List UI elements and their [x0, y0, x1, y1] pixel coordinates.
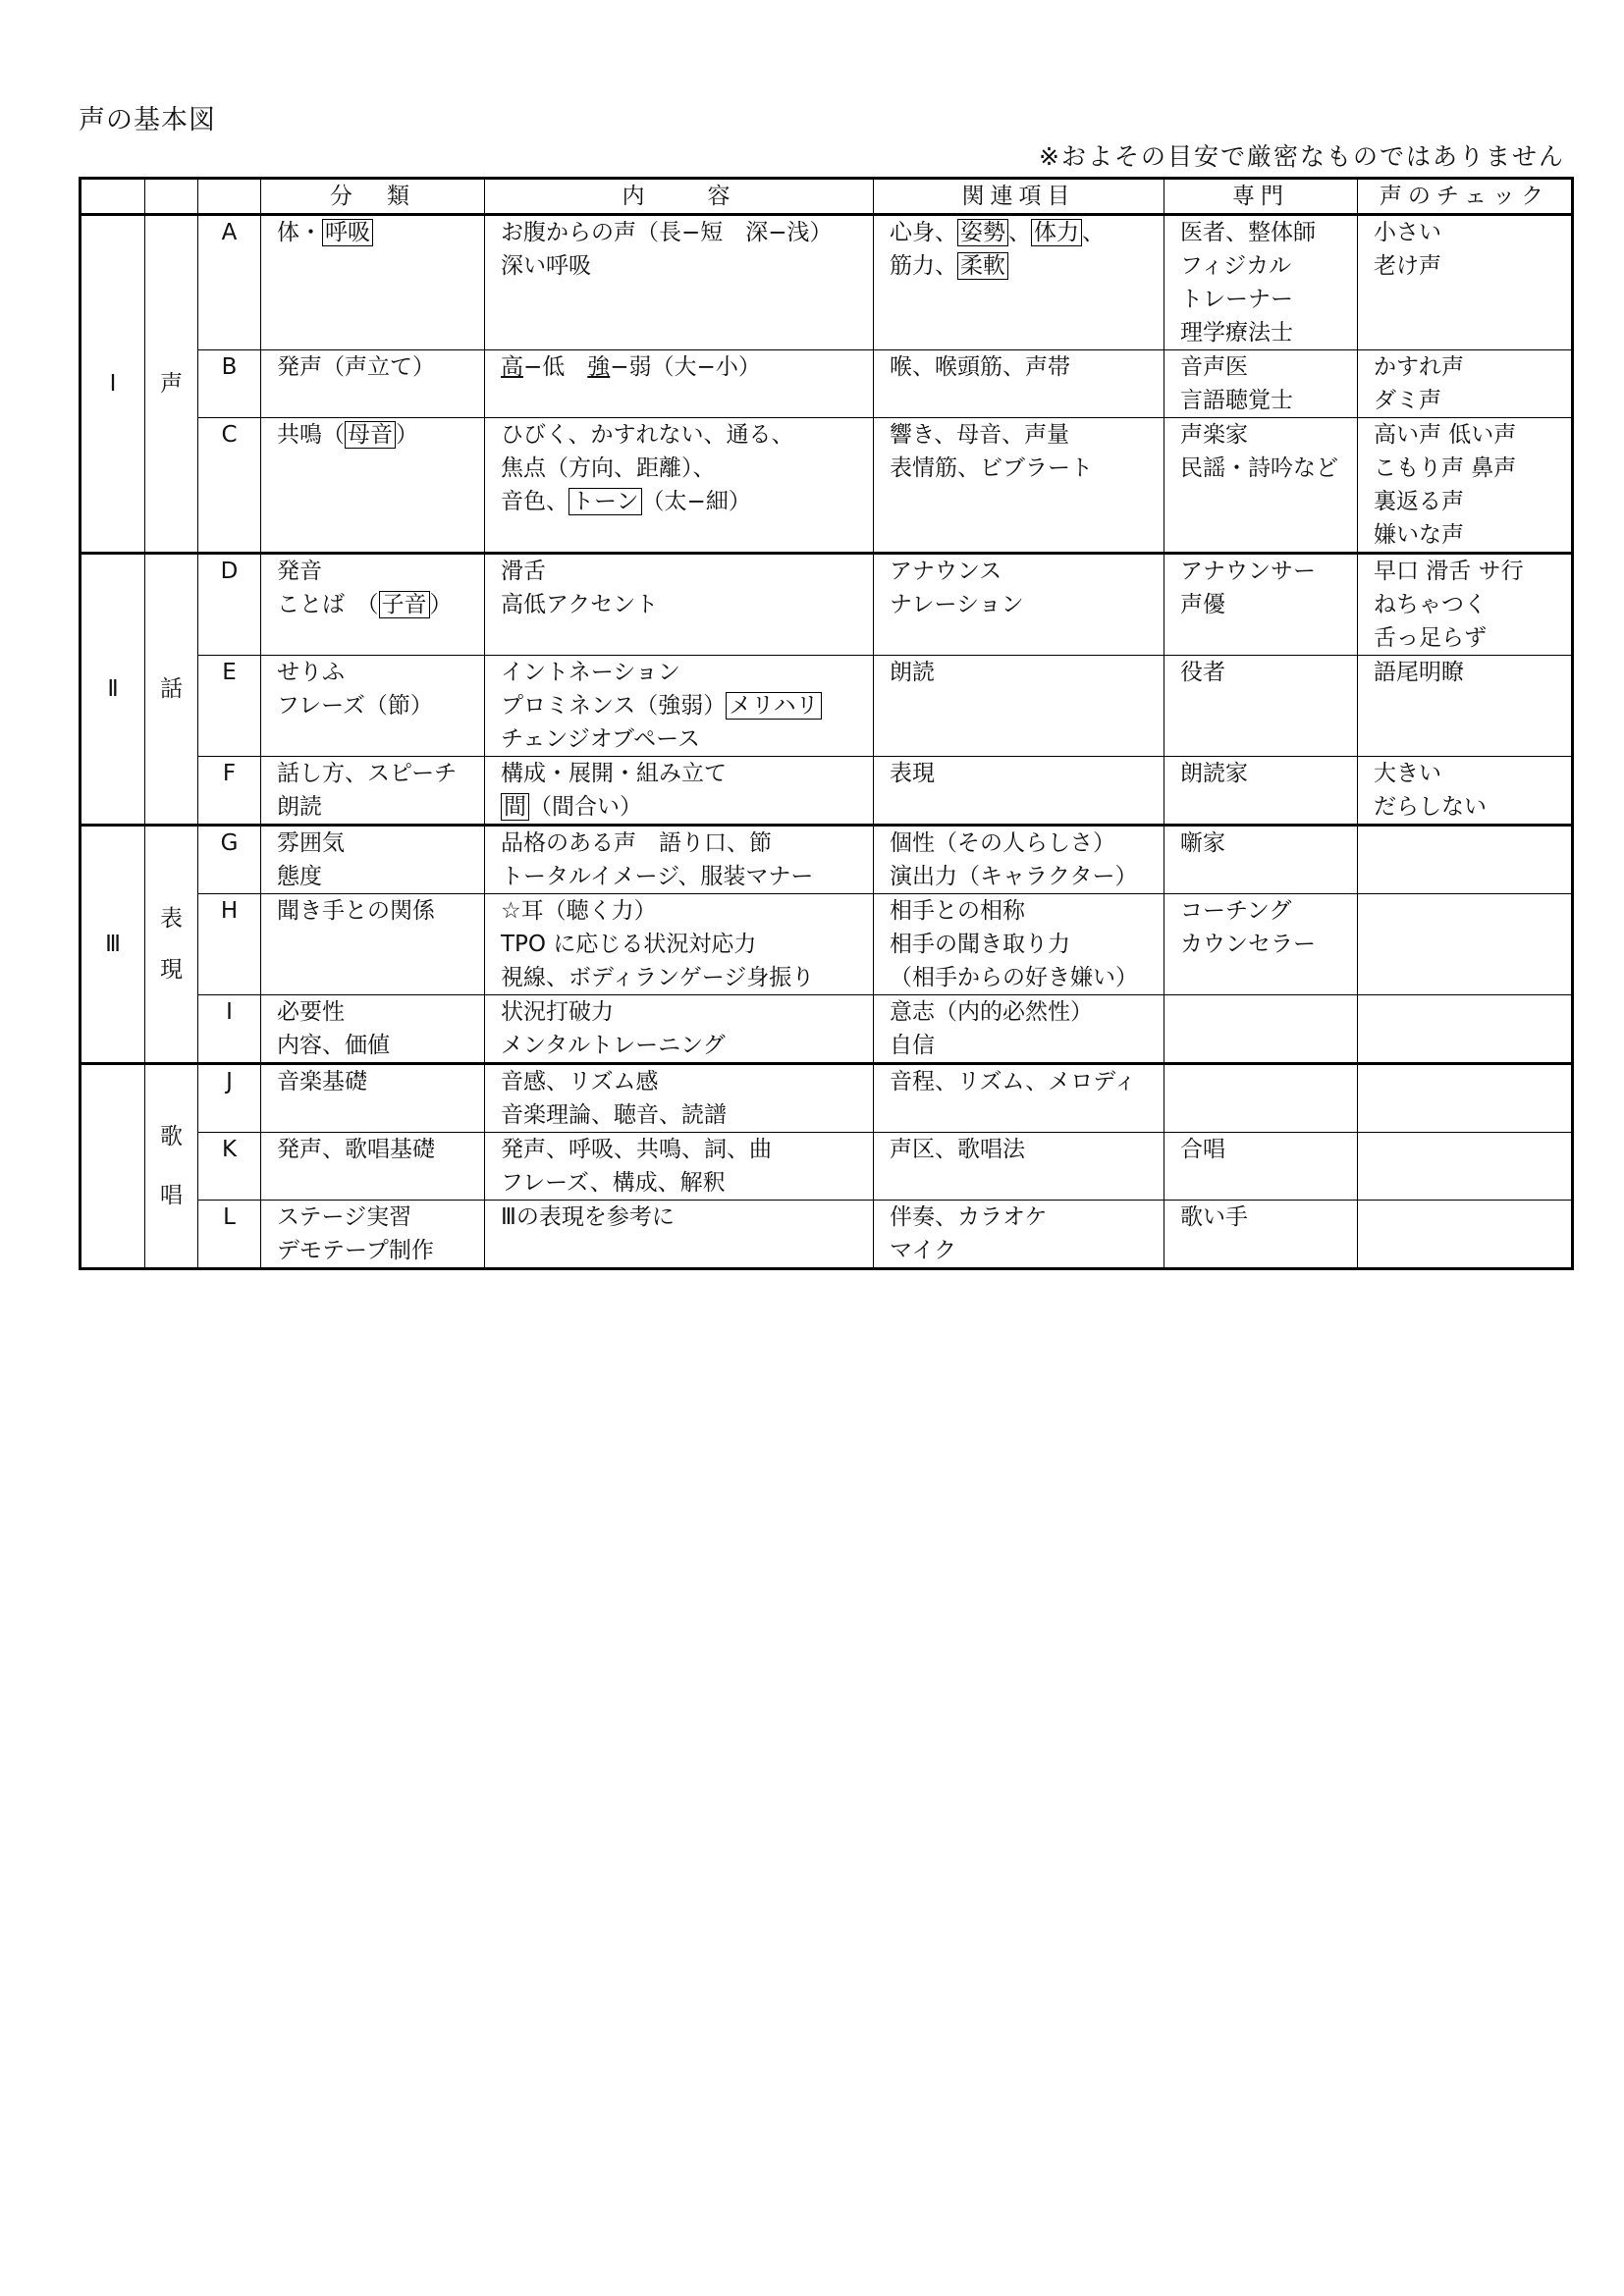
voice-check-cell: 大きい だらしない [1358, 757, 1573, 826]
expert-cell: 朗読家 [1164, 757, 1358, 826]
expert-cell: 声楽家 民謡・詩吟など [1164, 418, 1358, 554]
row-letter: J [198, 1064, 261, 1133]
group-label: 表現 [145, 826, 198, 1064]
header-voice-check: 声のチェック [1358, 179, 1573, 215]
group-number: Ⅲ [81, 826, 145, 1064]
header-classification: 分 類 [261, 179, 485, 215]
content-cell: 構成・展開・組み立て 間 （間合い） [485, 757, 874, 826]
classification-cell: 体・ 呼吸 [261, 215, 485, 350]
classification-cell: 共鳴（ 母音 ） [261, 418, 485, 554]
group-label: 声 [145, 215, 198, 554]
voice-check-cell [1358, 826, 1573, 894]
classification-cell: 発声、歌唱基礎 [261, 1133, 485, 1201]
content-cell: 状況打破力 メンタルトレーニング [485, 995, 874, 1064]
voice-check-cell: 語尾明瞭 [1358, 656, 1573, 757]
row-letter: B [198, 350, 261, 418]
table-row [81, 757, 1573, 826]
header-related: 関連項目 [874, 179, 1164, 215]
table-row [81, 418, 1573, 554]
related-cell: 個性（その人らしさ） 演出力（キャラクター） [874, 826, 1164, 894]
header-content: 内 容 [485, 179, 874, 215]
voice-check-cell [1358, 1064, 1573, 1133]
disclaimer-note: ※およその目安で厳密なものではありません [1039, 142, 1565, 171]
expert-cell [1164, 1064, 1358, 1133]
content-cell: 滑舌 高低アクセント [485, 554, 874, 656]
table-row [81, 826, 1573, 894]
group-label: 話 [145, 554, 198, 826]
expert-cell: コーチング カウンセラー [1164, 894, 1358, 995]
table-row [81, 215, 1573, 350]
voice-check-cell [1358, 1133, 1573, 1201]
table-row [81, 1201, 1573, 1269]
expert-cell: 噺家 [1164, 826, 1358, 894]
table-row [81, 1064, 1573, 1133]
page-title: 声の基本図 [79, 105, 216, 135]
classification-cell: 必要性 内容、価値 [261, 995, 485, 1064]
row-letter: A [198, 215, 261, 350]
table-row [81, 1133, 1573, 1201]
content-cell: ☆耳（聴く力） TPO に応じる状況対応力 視線、ボディランゲージ身振り [485, 894, 874, 995]
expert-cell: 医者、整体師 フィジカル トレーナー 理学療法士 [1164, 215, 1358, 350]
classification-cell: せりふ フレーズ（節） [261, 656, 485, 757]
classification-cell: 聞き手との関係 [261, 894, 485, 995]
voice-check-cell: 小さい 老け声 [1358, 215, 1573, 350]
related-cell: 声区、歌唱法 [874, 1133, 1164, 1201]
classification-cell: 音楽基礎 [261, 1064, 485, 1133]
related-cell: 音程、リズム、メロディ [874, 1064, 1164, 1133]
group-number: Ⅰ [81, 215, 145, 554]
related-cell: 表現 [874, 757, 1164, 826]
group-number [81, 1064, 145, 1269]
row-letter: G [198, 826, 261, 894]
group-number: Ⅱ [81, 554, 145, 826]
table-row [81, 995, 1573, 1064]
voice-check-cell [1358, 995, 1573, 1064]
voice-check-cell: 高い声 低い声 こもり声 鼻声 裏返る声 嫌いな声 [1358, 418, 1573, 554]
header-expert: 専門 [1164, 179, 1358, 215]
table-row [81, 350, 1573, 418]
related-cell: 喉、喉頭筋、声帯 [874, 350, 1164, 418]
classification-cell: 発声（声立て） [261, 350, 485, 418]
row-letter: I [198, 995, 261, 1064]
content-cell: 発声、呼吸、共鳴、詞、曲 フレーズ、構成、解釈 [485, 1133, 874, 1201]
content-cell: 高−低 強−弱（大−小） [485, 350, 874, 418]
expert-cell [1164, 995, 1358, 1064]
row-letter: C [198, 418, 261, 554]
expert-cell: 歌い手 [1164, 1201, 1358, 1269]
row-letter: H [198, 894, 261, 995]
classification-cell: 発音 ことば （ 子音 ） [261, 554, 485, 656]
expert-cell: 役者 [1164, 656, 1358, 757]
related-cell: 意志（内的必然性） 自信 [874, 995, 1164, 1064]
classification-cell: ステージ実習 デモテープ制作 [261, 1201, 485, 1269]
row-letter: K [198, 1133, 261, 1201]
expert-cell: 合唱 [1164, 1133, 1358, 1201]
content-cell: お腹からの声（長−短 深−浅） 深い呼吸 [485, 215, 874, 350]
related-cell: 伴奏、カラオケ マイク [874, 1201, 1164, 1269]
row-letter: F [198, 757, 261, 826]
voice-check-cell [1358, 894, 1573, 995]
voice-check-cell: かすれ声 ダミ声 [1358, 350, 1573, 418]
table-row [81, 894, 1573, 995]
classification-cell: 雰囲気 態度 [261, 826, 485, 894]
row-letter: D [198, 554, 261, 656]
row-letter: E [198, 656, 261, 757]
content-cell: 音感、リズム感 音楽理論、聴音、読譜 [485, 1064, 874, 1133]
table-row [81, 554, 1573, 656]
table-row [81, 656, 1573, 757]
expert-cell: 音声医 言語聴覚士 [1164, 350, 1358, 418]
content-cell: イントネーション プロミネンス（強弱） メリハリ チェンジオブペース [485, 656, 874, 757]
related-cell: 朗読 [874, 656, 1164, 757]
content-cell: Ⅲの表現を参考に [485, 1201, 874, 1269]
related-cell: 心身、 姿勢 、 体力 、 筋力、 柔軟 [874, 215, 1164, 350]
header-group-label [145, 179, 198, 215]
group-label: 歌唱 [145, 1064, 198, 1269]
content-cell: 品格のある声 語り口、節 トータルイメージ、服装マナー [485, 826, 874, 894]
row-letter: L [198, 1201, 261, 1269]
voice-check-cell: 早口 滑舌 サ行 ねちゃつく 舌っ足らず [1358, 554, 1573, 656]
header-letter [198, 179, 261, 215]
related-cell: アナウンス ナレーション [874, 554, 1164, 656]
voice-basics-table [79, 177, 1574, 1270]
related-cell: 響き、母音、声量 表情筋、ビブラート [874, 418, 1164, 554]
header-group-number [81, 179, 145, 215]
classification-cell: 話し方、スピーチ 朗読 [261, 757, 485, 826]
content-cell: ひびく、かすれない、通る、 焦点（方向、距離）、 音色、 トーン （太−細） [485, 418, 874, 554]
expert-cell: アナウンサー 声優 [1164, 554, 1358, 656]
related-cell: 相手との相称 相手の聞き取り力 （相手からの好き嫌い） [874, 894, 1164, 995]
voice-check-cell [1358, 1201, 1573, 1269]
header-row [81, 179, 1573, 215]
